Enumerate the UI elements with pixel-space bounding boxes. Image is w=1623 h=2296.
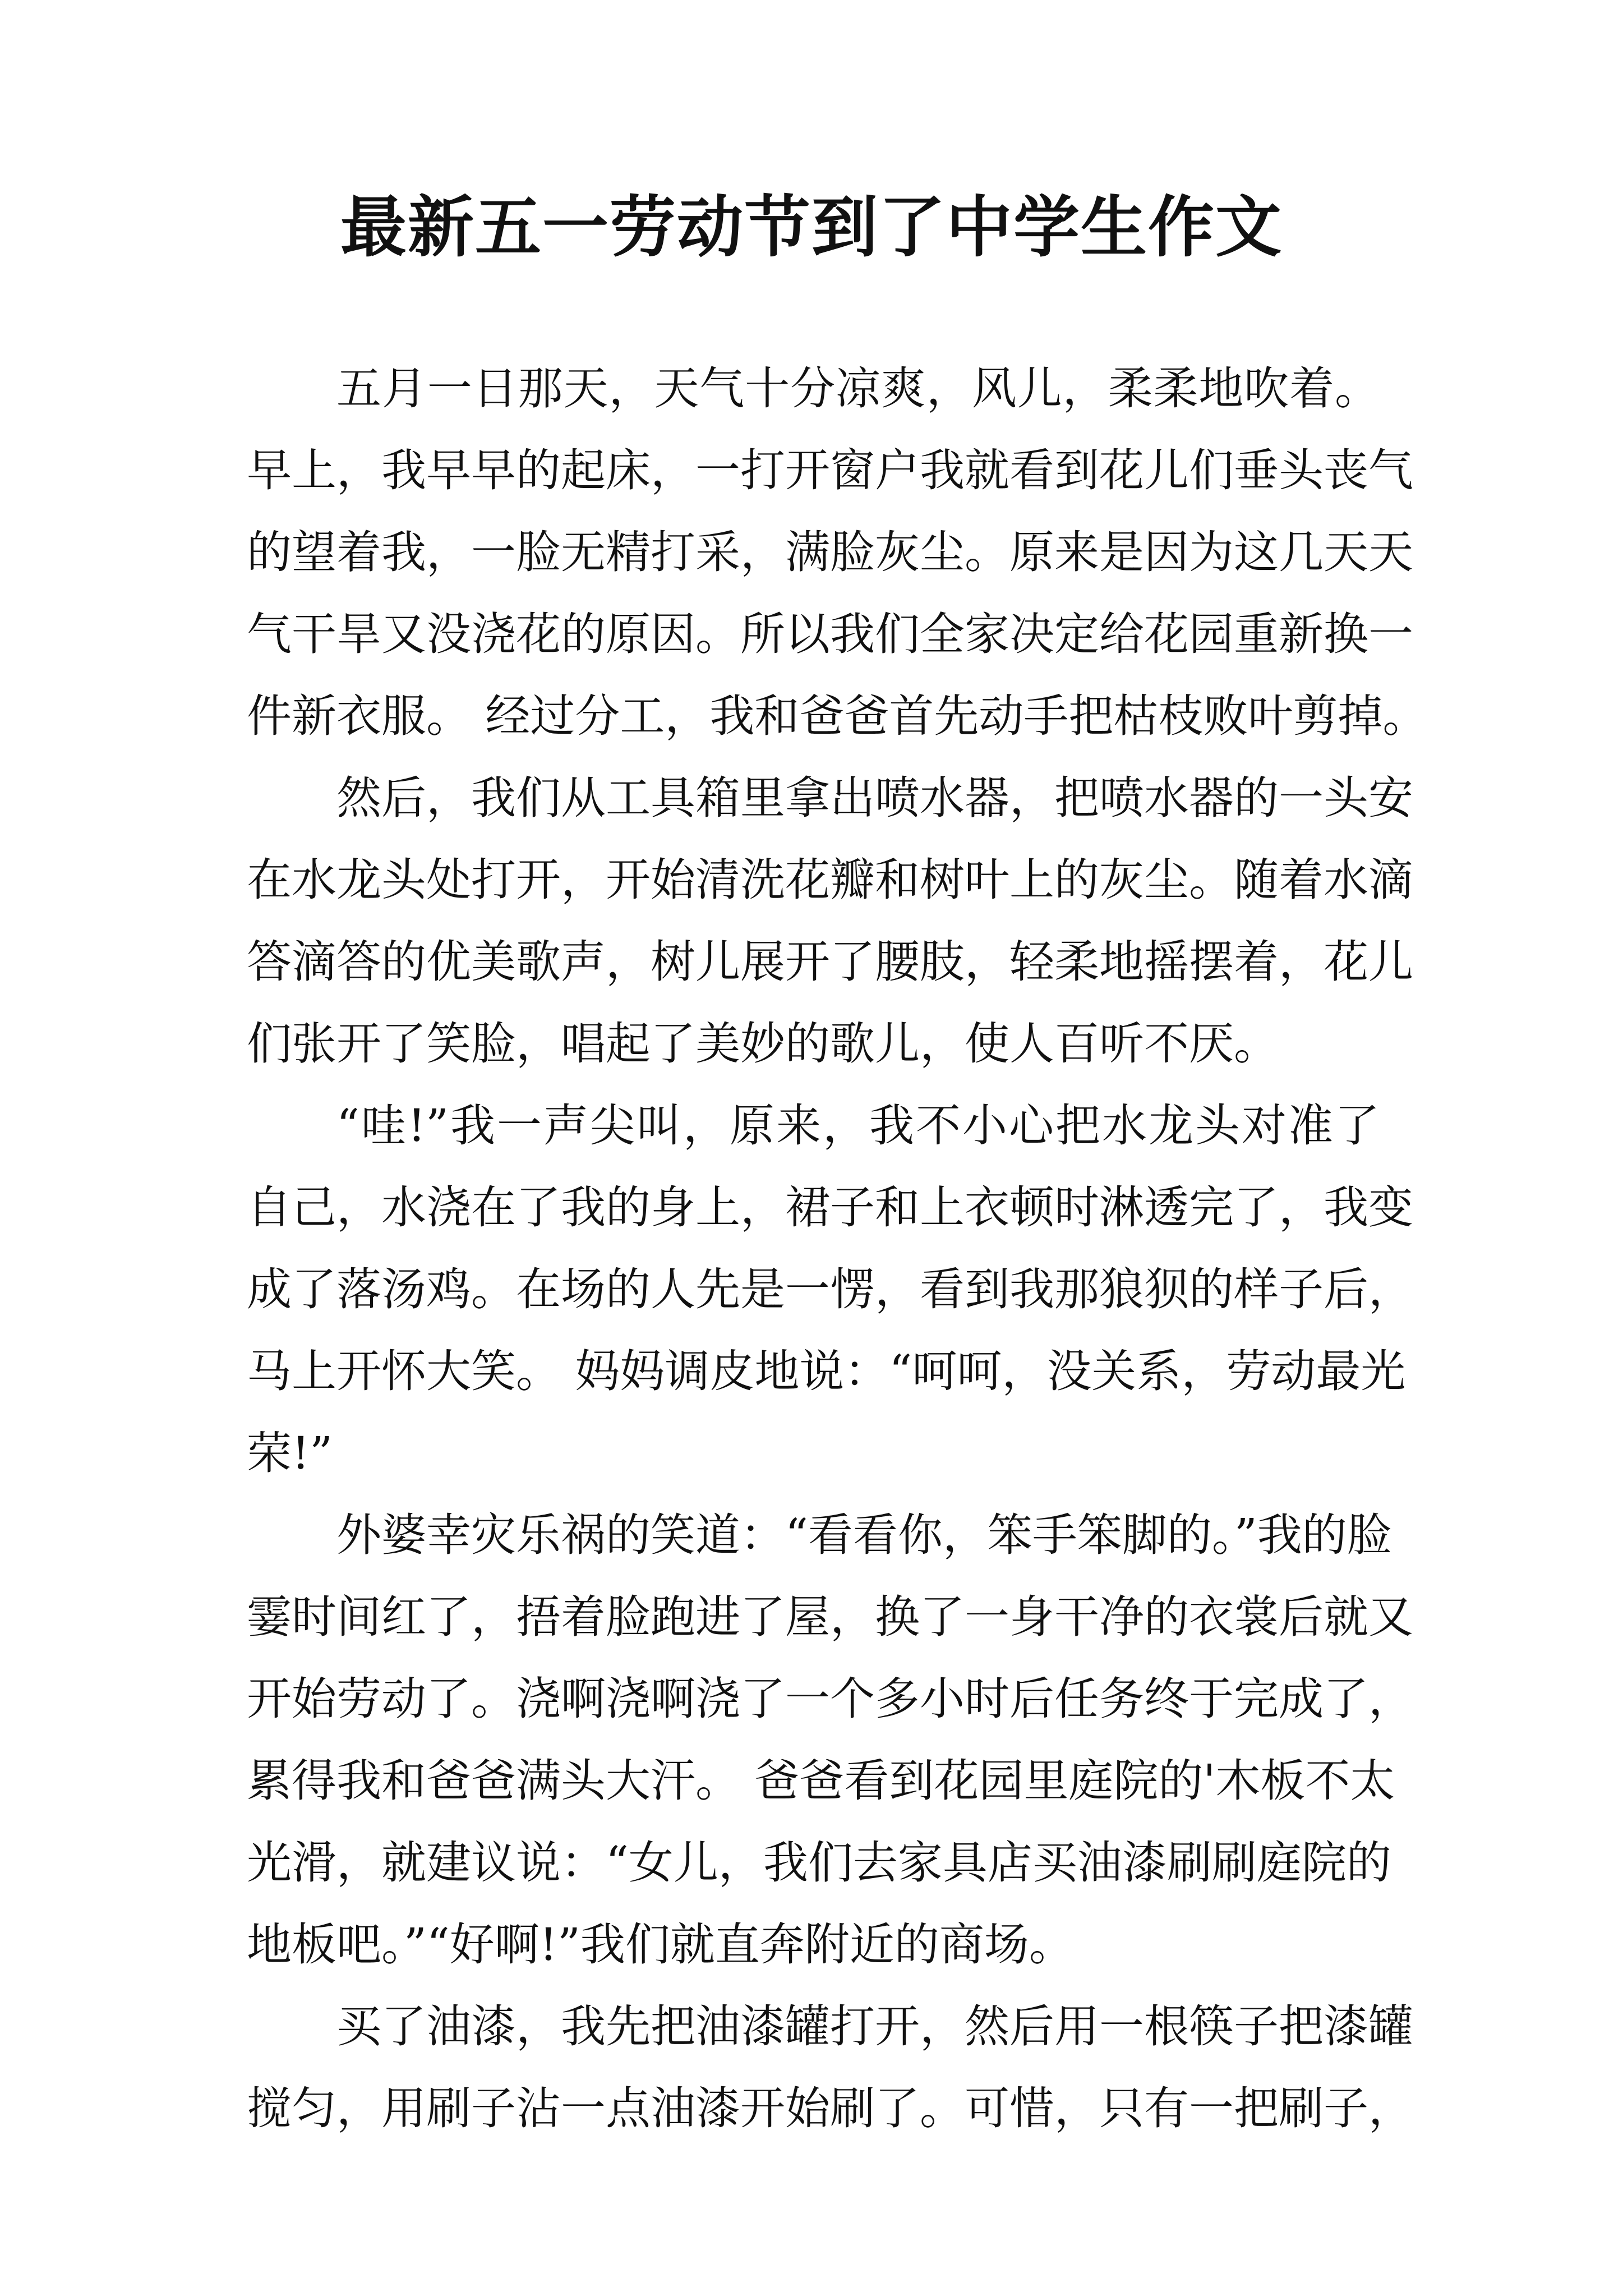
text-line: “哇!”我一声尖叫，原来，我不小心把水龙头对准了 [336, 1099, 1380, 1152]
text-line: 们张开了笑脸，唱起了美妙的歌儿，使人百听不厌。 [247, 1018, 1279, 1070]
text-line: 然后，我们从工具箱里拿出喷水器，把喷水器的一头安 [336, 772, 1413, 824]
text-line: 早上，我早早的起床，一打开窗户我就看到花儿们垂头丧气 [247, 444, 1413, 496]
text-line: 气干旱又没浇花的原因。所以我们全家决定给花园重新换一 [247, 608, 1413, 660]
text-line: 外婆幸灾乐祸的笑道：“看看你，笨手笨脚的。”我的脸 [336, 1509, 1392, 1561]
text-line: 马上开怀大笑。 妈妈调皮地说：“呵呵，没关系，劳动最光 [247, 1345, 1406, 1397]
paragraph-3 [247, 1085, 1413, 1494]
text-line: 霎时间红了，捂着脸跑进了屋，换了一身干净的衣裳后就又 [247, 1591, 1413, 1643]
text-line: 答滴答的优美歌声，树儿展开了腰肢，轻柔地摇摆着，花儿 [247, 936, 1413, 988]
text-line: 成了落汤鸡。在场的人先是一愣，看到我那狼狈的样子后， [247, 1263, 1413, 1315]
page-title: 最新五一劳动节到了中学生作文 [340, 188, 1283, 266]
text-line: 搅匀，用刷子沾一点油漆开始刷了。可惜，只有一把刷子， [247, 2082, 1413, 2134]
text-line: 开始劳动了。浇啊浇啊浇了一个多小时后任务终于完成了， [247, 1673, 1413, 1725]
text-line: 自己，水浇在了我的身上，裙子和上衣顿时淋透完了，我变 [247, 1181, 1413, 1234]
paragraph-5 [247, 1986, 1413, 2150]
text-line: 地板吧。”“好啊!”我们就直奔附近的商场。 [247, 1918, 1074, 1971]
text-line: 五月一日那天，天气十分凉爽，风儿，柔柔地吹着。 [336, 362, 1380, 415]
paragraph-2 [247, 757, 1413, 1085]
text-line: 的望着我，一脸无精打采，满脸灰尘。原来是因为这几天天 [247, 526, 1413, 578]
paragraph-4 [247, 1494, 1413, 1986]
text-line: 买了油漆，我先把油漆罐打开，然后用一根筷子把漆罐 [336, 2000, 1413, 2053]
text-line: 荣!” [247, 1427, 333, 1479]
text-line: 件新衣服。 经过分工，我和爸爸首先动手把枯枝败叶剪掉。 [247, 690, 1428, 742]
text-line: 光滑，就建议说：“女儿，我们去家具店买油漆刷刷庭院的 [247, 1837, 1391, 1889]
paragraph-1 [247, 348, 1428, 757]
document-body [247, 348, 1428, 2150]
text-line: 在水龙头处打开，开始清洗花瓣和树叶上的灰尘。随着水滴 [247, 854, 1413, 906]
text-line: 累得我和爸爸满头大汗。 爸爸看到花园里庭院的'木板不太 [247, 1755, 1395, 1807]
